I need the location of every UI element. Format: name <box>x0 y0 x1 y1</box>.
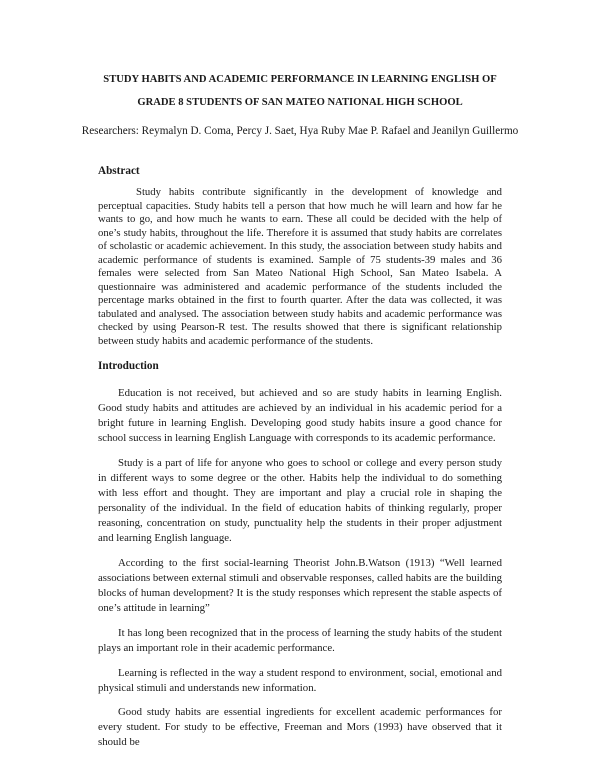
intro-paragraph: Study is a part of life for anyone who goes to school or college and every person study in different ways to some degree or the other. Habits help the individual to do something with less effort and thought. They are important and play a crucial role in shaping the personality of the individual. In the field of education habits of thinking regularly, proper reasoning, concentration on study, punctuality help the students in their proper adjustment and learning English language. <box>98 456 502 545</box>
introduction-heading: Introduction <box>98 360 159 372</box>
title-line-2: GRADE 8 STUDENTS OF SAN MATEO NATIONAL HIGH SCHOOL <box>137 97 463 108</box>
author-list: Researchers: Reymalyn D. Coma, Percy J. Saet, Hya Ruby Mae P. Rafael and Jeanilyn Guillermo <box>81 125 519 137</box>
intro-paragraph: According to the first social-learning Theorist John.B.Watson (1913) “Well learned associations between external stimuli and observable responses, called habits are the building blocks of human development? It is the study responses which represent the stable aspects of one’s attitude in learning” <box>98 556 502 615</box>
abstract-text: Study habits contribute significantly in the development of knowledge and perceptual capacities. Study habits tell a person that how much he will learn and how far he wants to go, and how much he wants to earn. These all could be decided with the help of one’s study habits, throughout the life. Therefore it is assumed that study habits are correlates of scholastic or academic achievement. In this study, the association between study habits and academic performance of students is examined. Sample of 75 students-39 males and 36 females were selected from San Mateo National High School, San Mateo Isabela. A questionnaire was administered and academic performance of the students included the percentage marks obtained in the first to fourth quarter. After the data was collected, it was tabulated and analysed. The association between study habits and academic performance was checked by using Pearson-R test. The results showed that there is significant relationship between study habits and academic performance of the students. <box>98 186 502 348</box>
intro-paragraph: It has long been recognized that in the process of learning the study habits of the student plays an important role in their academic performance. <box>98 626 502 654</box>
intro-paragraph: Learning is reflected in the way a student respond to environment, social, emotional and physical stimuli and understands new information. <box>98 666 502 694</box>
paper-title <box>70 68 530 114</box>
abstract-heading: Abstract <box>98 165 140 177</box>
intro-paragraph: Education is not received, but achieved and so are study habits in learning English. Good study habits and attitudes are achieved by an individual in his academic period for a bright future in learning English. Developing good study habits insure a good chance for school success in learning English Language with corresponds to its academic performance. <box>98 387 502 445</box>
intro-paragraph: Good study habits are essential ingredients for excellent academic performances for every student. For study to be effective, Freeman and Mors (1993) have observed that it should be <box>98 706 502 749</box>
title-line-1: STUDY HABITS AND ACADEMIC PERFORMANCE IN LEARNING ENGLISH OF <box>103 74 497 85</box>
introduction-body <box>98 386 502 760</box>
